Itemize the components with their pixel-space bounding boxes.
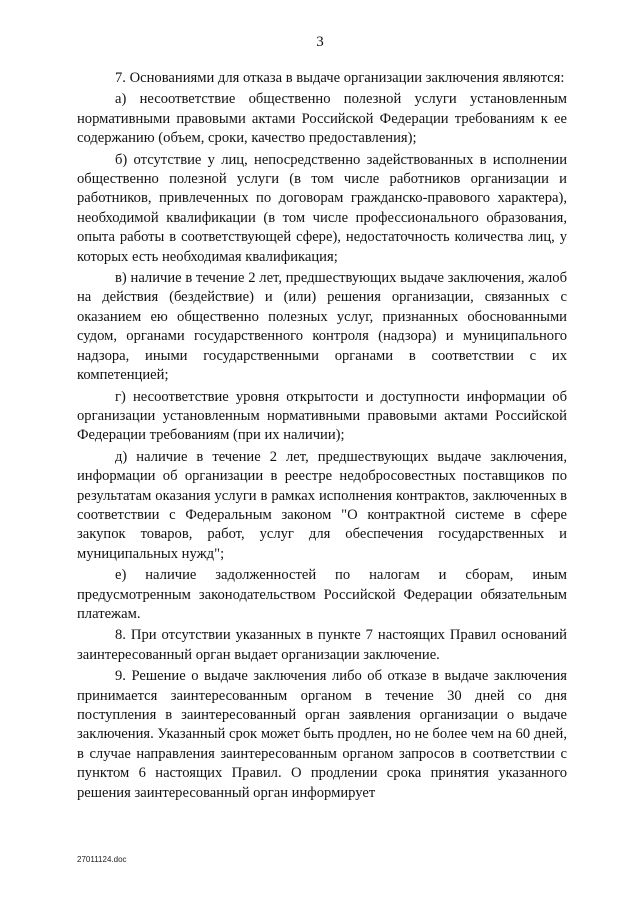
paragraph-7a: а) несоответствие общественно полезной услуги установленным нормативными правовыми актами Российской Федерации требованиям к ее содержанию (объем, сроки, качество предоставления);: [77, 91, 567, 147]
paragraph-7g: г) несоответствие уровня открытости и доступности информации об организации установленным нормативными правовыми актами Российской Федерации требованиям (при их наличии);: [77, 388, 567, 444]
paragraph-7v: в) наличие в течение 2 лет, предшествующих выдаче заключения, жалоб на действия (бездействие) и (или) решения организации, связанных с оказанием ею общественно полезных услуг, признанных обоснованными судом, органами государственного контроля (надзора) и муниципального надзора, иными государственными органами в соответствии с их компетенцией;: [77, 270, 567, 384]
page-number: 3: [316, 34, 324, 50]
footer-filename: 27011124.doc: [77, 855, 127, 864]
paragraph-9: 9. Решение о выдаче заключения либо об отказе в выдаче заключения принимается заинтересованным органом в течение 30 дней со дня поступления в заинтересованный орган заявления организации о выдаче заключения. Указанный срок может быть продлен, но не более чем на 60 дней, в случае направления заинтересованным органом запросов в соответствии с пунктом 6 настоящих Правил. О продлении срока принятия указанного решения заинтересованный орган информирует: [77, 668, 567, 801]
paragraph-7b: б) отсутствие у лиц, непосредственно задействованных в исполнении общественно полезной услуги (в том числе работников организации и работников, привлеченных по договорам гражданско-правового характера), необходимой квалификации (в том числе профессионального образования, опыта работы в соответствующей сфере), недостаточность количества лиц, у которых есть необходимая квалификация;: [77, 151, 567, 265]
paragraph-7: 7. Основаниями для отказа в выдаче организации заключения являются:: [115, 70, 565, 86]
paragraph-7d: д) наличие в течение 2 лет, предшествующих выдаче заключения, информации об организации в реестре недобросовестных поставщиков по результатам оказания услуги в рамках исполнения контрактов, заключенных в соответствии с Федеральным законом "О контрактной системе в сфере закупок товаров, работ, услуг для обеспечения государственных и муниципальных нужд";: [77, 448, 567, 562]
paragraph-7e: е) наличие задолженностей по налогам и сборам, иным предусмотренным законодательством Российской Федерации обязательным платежам.: [77, 567, 567, 622]
paragraph-8: 8. При отсутствии указанных в пункте 7 настоящих Правил оснований заинтересованный орган выдает организации заключение.: [77, 627, 567, 663]
document-body: [77, 69, 567, 803]
